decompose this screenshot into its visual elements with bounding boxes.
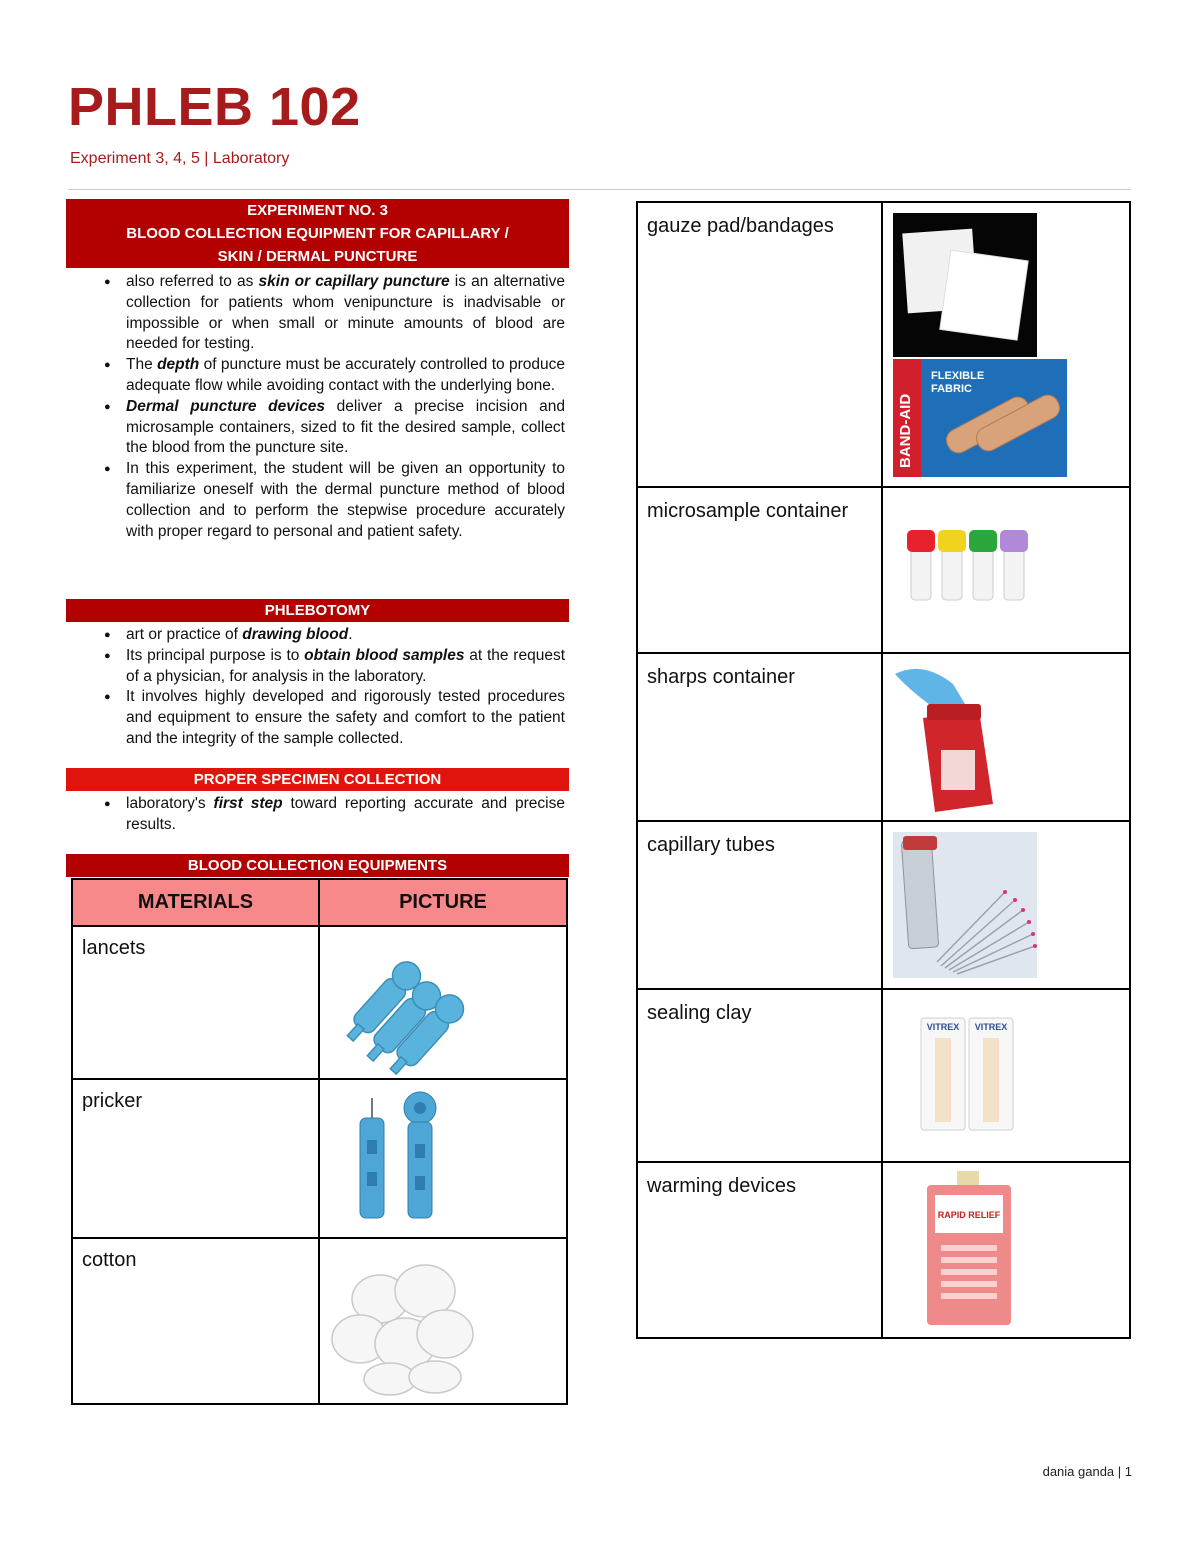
list-item: ● art or practice of drawing blood.	[104, 625, 565, 646]
list-item: ● In this experiment, the student will be given an opportunity to familiarize oneself with the dermal puncture method of blood collection and to perform the stepwise procedure accurately with proper regard to personal and patient safety.	[104, 459, 565, 542]
table-row	[637, 1162, 1130, 1338]
gauze-bandages-image	[882, 202, 1130, 487]
pricker-image	[319, 1079, 567, 1238]
experiment-banner-line1: EXPERIMENT NO. 3	[247, 202, 388, 219]
table-row	[72, 926, 567, 1079]
list-item: ● Its principal purpose is to obtain blood samples at the request of a physician, for analysis in the laboratory.	[104, 646, 565, 688]
svg-text:FABRIC: FABRIC	[931, 383, 972, 395]
material-cell: microsample container	[637, 487, 882, 653]
band-aid-logo: BAND-AID	[897, 393, 914, 468]
column-header-materials: MATERIALS	[72, 879, 319, 926]
specimen-banner: PROPER SPECIMEN COLLECTION	[66, 768, 569, 791]
list-item: ● It involves highly developed and rigorously tested procedures and equipment to ensure the safety and comfort to the patient and the integrity of the sample collected.	[104, 687, 565, 749]
page-subtitle: Experiment 3, 4, 5 | Laboratory	[70, 150, 290, 167]
material-cell: pricker	[72, 1079, 319, 1238]
svg-text:VITREX: VITREX	[974, 1022, 1008, 1032]
experiment-banner-line2: BLOOD COLLECTION EQUIPMENT FOR CAPILLARY /	[126, 225, 509, 242]
sealing-clay-image	[882, 989, 1130, 1162]
specimen-bullet-list	[104, 794, 565, 836]
svg-text:FLEXIBLE: FLEXIBLE	[931, 370, 985, 382]
table-row	[637, 821, 1130, 989]
capillary-tubes-image	[882, 821, 1130, 989]
equipment-banner: BLOOD COLLECTION EQUIPMENTS	[66, 854, 569, 877]
experiment-banner	[66, 199, 569, 268]
material-cell: warming devices	[637, 1162, 882, 1338]
header-divider	[68, 189, 1131, 190]
lancets-image	[319, 926, 567, 1079]
page-title: PHLEB 102	[68, 77, 361, 137]
warming-device-image	[882, 1162, 1130, 1338]
material-cell: sharps container	[637, 653, 882, 821]
list-item: ● laboratory's first step toward reporting accurate and precise results.	[104, 794, 565, 836]
material-cell: sealing clay	[637, 989, 882, 1162]
material-cell: cotton	[72, 1238, 319, 1404]
list-item: ● Dermal puncture devices deliver a precise incision and microsample containers, sized to fit the desired sample, collect the blood from the puncture site.	[104, 397, 565, 459]
material-cell: gauze pad/bandages	[637, 202, 882, 487]
table-row	[637, 487, 1130, 653]
column-header-picture: PICTURE	[319, 879, 567, 926]
svg-text:VITREX: VITREX	[926, 1022, 960, 1032]
cotton-image	[319, 1238, 567, 1404]
table-row	[637, 653, 1130, 821]
svg-text:RAPID RELIEF: RAPID RELIEF	[937, 1210, 1001, 1220]
equipment-table-left	[71, 878, 568, 1405]
experiment-banner-line3: SKIN / DERMAL PUNCTURE	[217, 248, 418, 265]
phlebotomy-bullet-list	[104, 625, 565, 750]
phlebotomy-banner: PHLEBOTOMY	[66, 599, 569, 622]
material-cell: lancets	[72, 926, 319, 1079]
table-row	[637, 989, 1130, 1162]
table-row	[72, 1079, 567, 1238]
equipment-table-right	[636, 201, 1131, 1339]
table-row	[72, 1238, 567, 1404]
list-item: ● The depth of puncture must be accurately controlled to produce adequate flow while avoiding contact with the underlying bone.	[104, 355, 565, 397]
list-item: ● also referred to as skin or capillary puncture is an alternative collection for patients whom venipuncture is inadvisable or impossible or when small or minute amounts of blood are needed for testing.	[104, 272, 565, 355]
material-cell: capillary tubes	[637, 821, 882, 989]
microsample-container-image	[882, 487, 1130, 653]
sharps-container-image	[882, 653, 1130, 821]
page-footer: dania ganda | 1	[1042, 1464, 1132, 1479]
experiment-bullet-list	[104, 272, 565, 542]
table-row	[637, 202, 1130, 487]
